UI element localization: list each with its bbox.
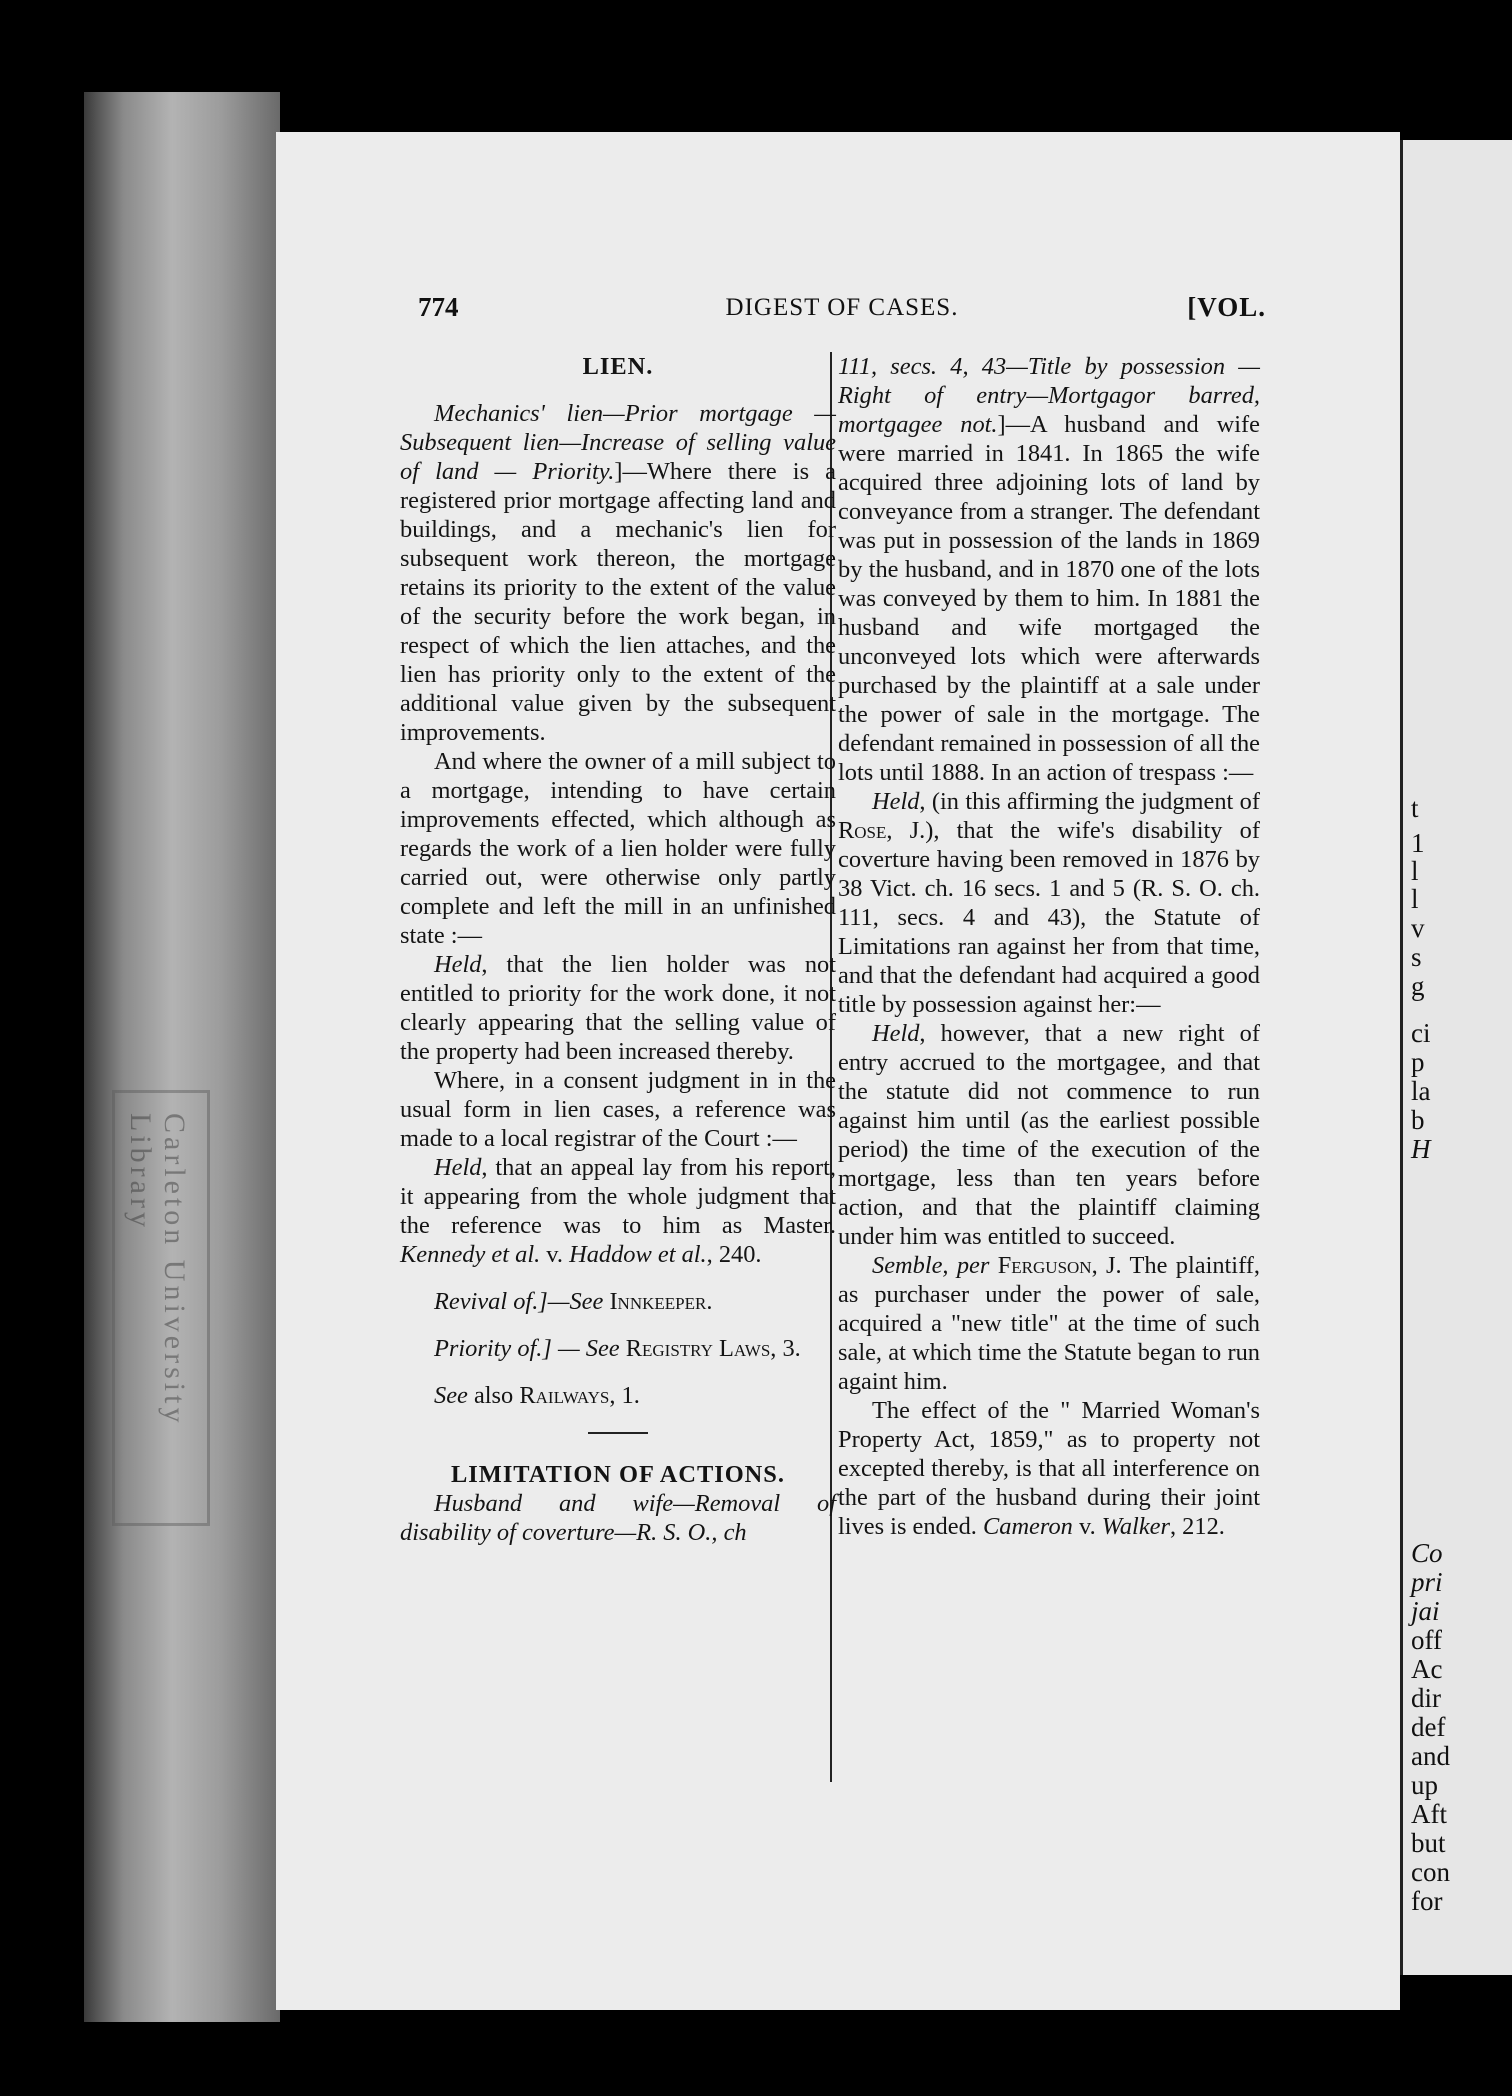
case-page: , 212. <box>1169 1513 1225 1540</box>
cross-reference <box>400 1381 836 1410</box>
ref-see: See <box>434 1382 468 1409</box>
next-page-fragment: dir <box>1411 1683 1441 1713</box>
cross-reference <box>400 1334 836 1363</box>
heading-limitation-of-actions: LIMITATION OF ACTIONS. <box>451 1461 785 1488</box>
next-page-fragment: p <box>1411 1047 1425 1077</box>
judge-name: Ferguson <box>997 1252 1092 1279</box>
headnote-italic: 111, secs. 4, 43—Title by possession —Right of entry—Mortgagor barred, mortgagee not. <box>838 353 1260 438</box>
ref-target: Registry Laws <box>625 1335 771 1362</box>
library-stamp-text: Carleton University Library <box>124 1113 191 1427</box>
paragraph-text: , J.), that the wife's disability of coverture having been removed in 1876 by 38 Vict. ch. 16 secs. 1 and 5 (R. S. O. ch. 111, secs. 4 and 43), the Statute of Limitations ran against her from that time, and that the defendant had acquired a good title by possession against her:— <box>838 817 1260 1018</box>
right-column <box>838 352 1260 1541</box>
next-page-fragment: H <box>1411 1134 1431 1164</box>
case-versus: v. <box>540 1241 570 1268</box>
case-versus: v. <box>1072 1513 1102 1540</box>
held-italic: Held <box>434 1154 482 1181</box>
ref-italic: Revival of. <box>434 1288 539 1315</box>
case-name: Kennedy et al. <box>400 1241 541 1268</box>
paragraph-text: , that an appeal lay from his report, it appearing from the whole judgment that the reference was to him as Master. <box>400 1154 836 1239</box>
paragraph-text: , (in this affirming the judgment of <box>919 788 1260 815</box>
ref-see: ] — See <box>542 1335 620 1362</box>
next-page-strip <box>1400 140 1512 1975</box>
running-title: DIGEST OF CASES. <box>725 294 959 321</box>
cross-reference <box>400 1287 836 1316</box>
ref-see: ]—See <box>538 1288 604 1315</box>
held-italic: Held <box>872 788 920 815</box>
paragraph <box>400 1153 836 1269</box>
paragraph <box>400 950 836 1066</box>
semble-italic: Semble, per <box>872 1252 990 1279</box>
library-stamp <box>112 1090 210 1526</box>
ref-target: Innkeeper. <box>609 1288 713 1315</box>
next-page-fragment: s <box>1411 942 1422 972</box>
ref-number: , 3. <box>770 1335 801 1362</box>
paragraph <box>400 399 836 747</box>
next-page-fragment: Co <box>1411 1538 1443 1568</box>
next-page-fragment: 1 <box>1411 828 1425 858</box>
paragraph-text: The effect of the " Married Woman's Property Act, 1859," as to property not excepted thereby, is that all interference on the part of the husband during their joint lives is ended. <box>838 1397 1260 1540</box>
paragraph <box>838 1396 1260 1541</box>
heading-lien: LIEN. <box>582 353 654 380</box>
case-name: Walker <box>1101 1513 1170 1540</box>
next-page-fragment: con <box>1411 1857 1450 1887</box>
case-name: Cameron <box>982 1513 1073 1540</box>
next-page-fragment: la <box>1411 1076 1431 1106</box>
paragraph-text: Where, in a consent judgment in in the usual form in lien cases, a reference was made to a local registrar of the Court :— <box>400 1067 836 1152</box>
paragraph-text: , J. The plaintiff, as purchaser under the power of sale, acquired a "new title" at the time of such sale, at which time the Statute began to run againt him. <box>838 1252 1260 1395</box>
next-page-fragment: l <box>1411 856 1419 886</box>
page-stack-edge <box>84 92 280 2022</box>
next-page-fragment: off <box>1411 1625 1442 1655</box>
next-page-fragment: b <box>1411 1105 1425 1135</box>
headnote-italic: Mechanics' lien—Prior mortgage —Subsequent lien—Increase of selling value of land — Priority. <box>400 400 836 485</box>
paragraph <box>838 787 1260 1019</box>
headnote-italic: Husband and wife—Removal of disability of coverture—R. S. O., ch <box>400 1490 836 1546</box>
ref-target: Railways <box>519 1382 610 1409</box>
held-italic: Held <box>872 1020 920 1047</box>
paragraph-text: , however, that a new right of entry accrued to the mortgagee, and that the statute did not commence to run against him until (as the earliest possible period) the time of the execution of the mortgage, less than ten years before action, and that the plaintiff claiming under him was entitled to succeed. <box>838 1020 1260 1250</box>
next-page-fragment: pri <box>1411 1567 1443 1597</box>
next-page-fragment: Aft <box>1411 1799 1447 1829</box>
paragraph-text: ]—Where there is a registered prior mortgage affecting land and buildings, and a mechanic's lien for subsequent work thereon, the mortgage retains its priority to the extent of the value of the security before the work began, in respect of which the lien attaches, and the lien has priority only to the extent of the additional value given by the subsequent improvements. <box>400 458 836 746</box>
case-name: Haddow et al. <box>569 1241 707 1268</box>
paragraph-text: ]—A husband and wife were married in 1841. In 1865 the wife acquired three adjoining lots of land by conveyance from a stranger. The defendant was put in possession of the lands in 1869 by the husband, and in 1870 one of the lots was conveyed by them to him. In 1881 the husband and wife mortgaged the unconveyed lots which were afterwards purchased by the plaintiff at a sale under the power of sale in the mortgage. The defendant remained in possession of all the lots until 1888. In an action of trespass :— <box>838 411 1260 786</box>
paragraph <box>400 747 836 950</box>
section-rule <box>588 1432 648 1434</box>
paragraph <box>838 1251 1260 1396</box>
volume-label: [VOL. <box>1187 292 1266 322</box>
next-page-fragment: g <box>1411 971 1425 1001</box>
ref-number: , 1. <box>609 1382 640 1409</box>
page-number: 774 <box>418 292 459 322</box>
next-page-fragment: t <box>1411 793 1419 823</box>
next-page-fragment: up <box>1411 1770 1438 1800</box>
paragraph <box>838 1019 1260 1251</box>
left-column <box>400 352 836 1547</box>
running-head <box>418 292 1266 332</box>
ref-also: also <box>467 1382 520 1409</box>
paragraph <box>400 1066 836 1153</box>
paragraph <box>400 1489 836 1547</box>
next-page-fragment: l <box>1411 884 1419 914</box>
held-italic: Held <box>434 951 482 978</box>
next-page-fragment: def <box>1411 1712 1446 1742</box>
next-page-fragment: v <box>1411 913 1425 943</box>
next-page-fragment: but <box>1411 1828 1446 1858</box>
ref-italic: Priority of. <box>434 1335 543 1362</box>
next-page-fragment: Ac <box>1411 1654 1443 1684</box>
next-page-fragment: ci <box>1411 1018 1431 1048</box>
judge-name: Rose <box>838 817 887 844</box>
paragraph-text: And where the owner of a mill subject to a mortgage, intending to have certain improvements effected, which although as regards the work of a lien holder were fully carried out, were otherwise only partly complete and left the mill in an unfinished state :— <box>400 748 836 949</box>
next-page-fragment: for <box>1411 1886 1443 1916</box>
case-page: , 240. <box>706 1241 762 1268</box>
next-page-fragment: and <box>1411 1741 1450 1771</box>
paragraph <box>838 352 1260 787</box>
next-page-fragment: jai <box>1411 1596 1440 1626</box>
paragraph-text: , that the lien holder was not entitled to priority for the work done, it not clearly appearing that the selling value of the property had been increased thereby. <box>400 951 836 1065</box>
